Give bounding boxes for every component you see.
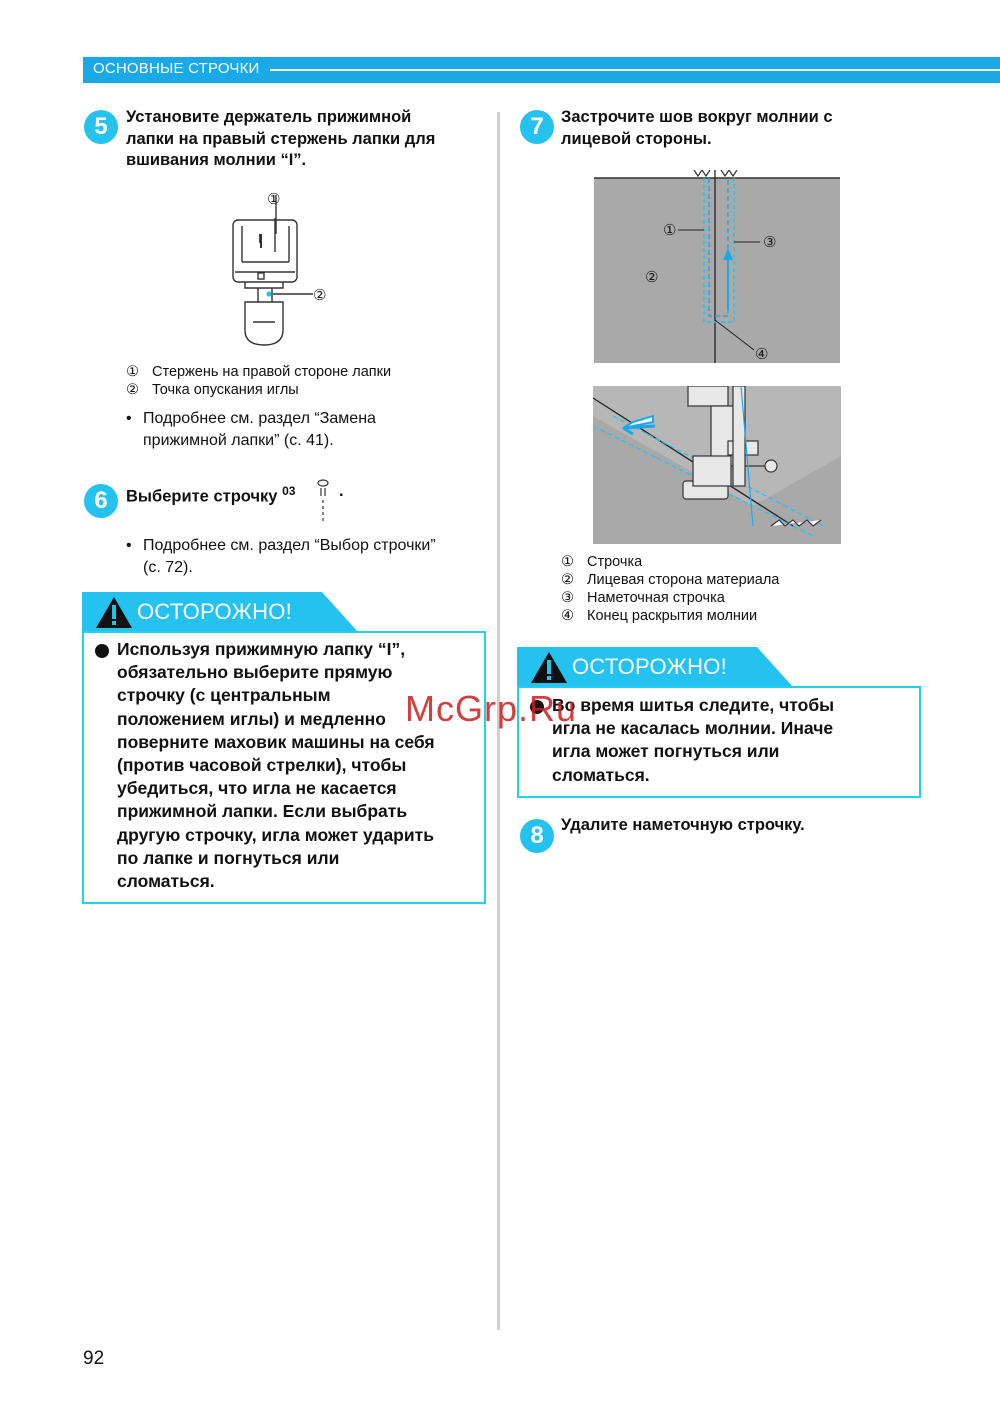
- zipper-seam-figure: [594, 170, 842, 365]
- section-title: ОСНОВНЫЕ СТРОЧКИ: [93, 60, 260, 77]
- legend-item: ① Стержень на правой стороне лапки: [126, 364, 392, 380]
- seam-callout-2: ②: [645, 269, 659, 286]
- seam-callout-1: ①: [663, 222, 677, 239]
- step-5-title: [126, 107, 486, 172]
- step-7-number: 7: [520, 110, 554, 144]
- step-5-number: 5: [84, 110, 118, 144]
- step-8-title: Удалите наметочную строчку.: [561, 816, 805, 834]
- caution-1-title: ОСТОРОЖНО!: [137, 599, 293, 624]
- legend-item: ② Точка опускания иглы: [126, 382, 299, 398]
- step-5-note: • Подробнее см. раздел “Замена прижимной лапки” (с. 41).: [126, 410, 376, 449]
- zipper-foot-figure: [225, 190, 335, 355]
- step-6-number: 6: [84, 484, 118, 518]
- caution-1-bullet: [95, 644, 109, 658]
- bullet: •: [126, 537, 132, 554]
- foot-callout-1: ①: [267, 191, 281, 208]
- step-6-note: • Подробнее см. раздел “Выбор строчки” (с. 72).: [126, 537, 436, 576]
- foot-letter: I: [258, 231, 262, 246]
- step-6-title-end: .: [339, 482, 344, 500]
- stitch-code: 03: [282, 484, 296, 498]
- legend-item: ③ Наметочная строчка: [561, 590, 725, 606]
- step-5-title-line: Установите держатель прижимной: [126, 108, 412, 126]
- bullet: •: [126, 410, 132, 427]
- page-number: 92: [83, 1348, 105, 1369]
- legend-item: ① Строчка: [561, 554, 643, 570]
- seam-callout-3: ③: [763, 234, 777, 251]
- header-rule: [270, 69, 1000, 71]
- step-5-legend: [126, 363, 391, 399]
- sewing-zipper-figure: [593, 386, 843, 546]
- seam-callout-4: ④: [755, 346, 769, 363]
- step-5-title-line: вшивания молнии “I”.: [126, 151, 307, 169]
- caution-2-text: Во время шитья следите, чтобы игла не касалась молнии. Иначе игла может погнуться или сломаться.: [552, 695, 835, 785]
- watermark: McGrp.Ru: [405, 688, 578, 729]
- step-7-legend: [561, 553, 779, 625]
- foot-callout-2: ②: [313, 287, 327, 304]
- caution-2-title: ОСТОРОЖНО!: [572, 654, 728, 679]
- caution-1-text: Используя прижимную лапку “I”, обязательно выберите прямую строчку (с центральным положением иглы) и медленно поверните маховик машины на себя (против часовой стрелки), чтобы убедиться, что игла не касается прижимной лапки. Если выбрать другую строчку, игла может ударить по лапке и погнуться или сломаться.: [117, 639, 435, 892]
- step-8-number: 8: [520, 819, 554, 853]
- step-5-title-line: лапки на правый стержень лапки для: [126, 129, 436, 148]
- legend-item: ④ Конец раскрытия молнии: [561, 608, 758, 624]
- straight-stitch-icon: [314, 478, 332, 524]
- step-6-title: Выберите строчку $^{03}$: [126, 484, 296, 506]
- legend-item: ② Лицевая сторона материала: [561, 572, 780, 588]
- step-7-title: Застрочите шов вокруг молнии с лицевой стороны.: [561, 108, 833, 148]
